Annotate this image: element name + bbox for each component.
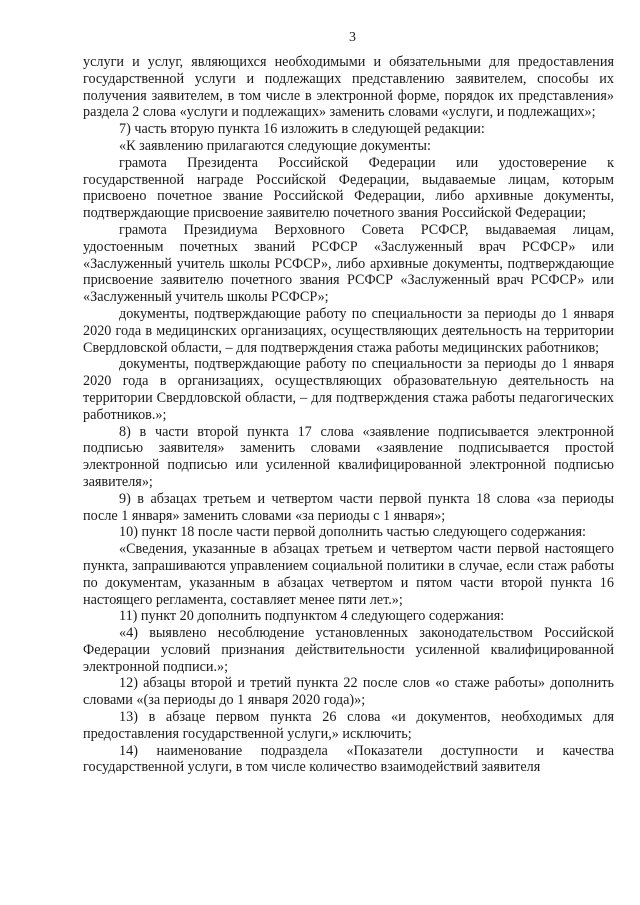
paragraph: «Сведения, указанные в абзацах третьем и четвертом части первой настоящего пункта, запрашиваются управлением социальной политики в случае, если стаж работы по документам, указанным в абзацах четвертом и пятом части второй пункта 16 настоящего регламента, составляет менее пяти лет.»; <box>83 541 614 608</box>
page-number: 3 <box>349 30 356 45</box>
paragraph: 7) часть вторую пункта 16 изложить в следующей редакции: <box>119 121 485 138</box>
paragraph: «К заявлению прилагаются следующие документы: <box>119 137 431 154</box>
document-body <box>83 54 614 776</box>
paragraph: грамота Президента Российской Федерации или удостоверение к государственной награде Российской Федерации, выдаваемые лицам, которым присвоено почетное звание Российской Федерации, либо архивные документы, подтверждающие присвоение заявителю почетного звания Российской Федерации; <box>83 154 614 222</box>
paragraph: 11) пункт 20 дополнить подпунктом 4 следующего содержания: <box>119 608 505 625</box>
paragraph: 12) абзацы второй и третий пункта 22 после слов «о стаже работы» дополнить словами «(за периоды до 1 января 2020 года)»; <box>83 675 614 709</box>
paragraph: 14) наименование подраздела «Показатели доступности и качества государственной услуги, в том числе количество взаимодействий заявителя <box>83 742 614 776</box>
paragraph: документы, подтверждающие работу по специальности за периоды до 1 января 2020 года в медицинских организациях, осуществляющих деятельность на территории Свердловской области, – для подтверждения стажа работы медицинских работников; <box>83 305 614 356</box>
paragraph: 8) в части второй пункта 17 слова «заявление подписывается электронной подписью заявителя» заменить словами «заявление подписывается простой электронной подписью или усиленной квалифицированной электронной подписью заявителя»; <box>83 423 614 490</box>
paragraph: 10) пункт 18 после части первой дополнить частью следующего содержания: <box>119 524 586 541</box>
paragraph: услуги и услуг, являющихся необходимыми и обязательными для предоставления государственной услуги и подлежащих представлению заявителем, способы их получения заявителем, в том числе в электронной форме, порядок их представления» раздела 2 слова «услуги и подлежащих» заменить словами «услуги, и подлежащих»; <box>83 54 614 121</box>
paragraph: документы, подтверждающие работу по специальности за периоды до 1 января 2020 года в организациях, осуществляющих образовательную деятельность на территории Свердловской области, – для подтверждения стажа работы педагогических работников.»; <box>83 356 614 423</box>
paragraph: «4) выявлено несоблюдение установленных законодательством Российской Федерации условий признания действительности усиленной квалифицированной электронной подписи.»; <box>83 625 614 675</box>
paragraph: грамота Президиума Верховного Совета РСФСР, выдаваемая лицам, удостоенным почетных званий РСФСР «Заслуженный врач РСФСР» или «Заслуженный учитель школы РСФСР», либо архивные документы, подтверждающие присвоение заявителю почетного звания РСФСР «Заслуженный врач РСФСР» или «Заслуженный учитель школы РСФСР»; <box>83 221 614 306</box>
paragraph: 9) в абзацах третьем и четвертом части первой пункта 18 слова «за периоды после 1 января» заменить словами «за периоды с 1 января»; <box>83 490 614 524</box>
paragraph: 13) в абзаце первом пункта 26 слова «и документов, необходимых для предоставления государственной услуги,» исключить; <box>83 709 614 742</box>
